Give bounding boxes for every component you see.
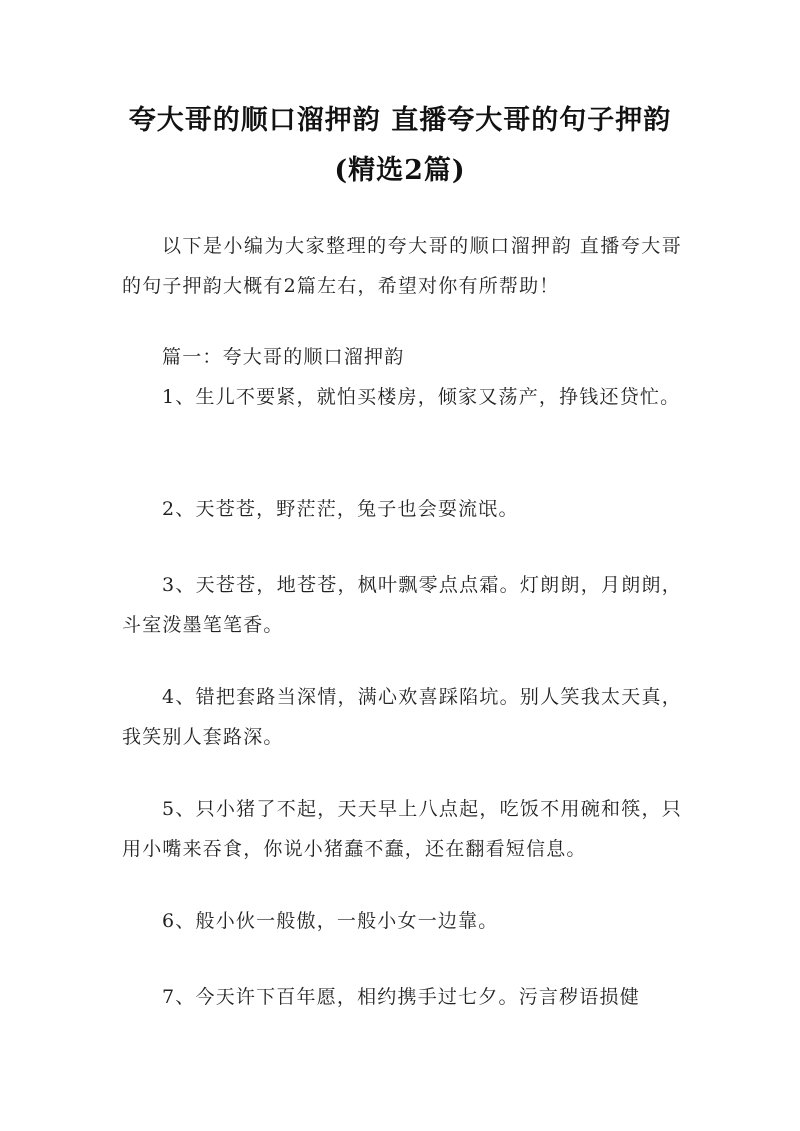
document-title: 夸大哥的顺口溜押韵 直播夸大哥的句子押韵(精选2篇) — [128, 105, 672, 186]
list-item: 4、错把套路当深情，满心欢喜踩陷坑。别人笑我太天真，我笑别人套路深。 — [122, 686, 682, 748]
list-item: 2、天苍苍，野茫茫，兔子也会耍流氓。 — [162, 498, 519, 520]
list-item: 6、般小伙一般傲，一般小女一边靠。 — [162, 910, 499, 932]
list-item: 3、天苍苍，地苍苍，枫叶飘零点点霜。灯朗朗，月朗朗，斗室泼墨笔笔香。 — [122, 574, 682, 636]
list-item: 5、只小猪了不起，天天早上八点起，吃饭不用碗和筷，只用小嘴来吞食，你说小猪蠢不蠢，还在翻看短信息。 — [122, 798, 682, 860]
intro-paragraph: 以下是小编为大家整理的夸大哥的顺口溜押韵 直播夸大哥的句子押韵大概有2篇左右，希望对你有所帮助！ — [122, 235, 682, 297]
list-item: 1、生儿不要紧，就怕买楼房，倾家又荡产，挣钱还贷忙。 — [162, 386, 681, 408]
section-heading: 篇一：夸大哥的顺口溜押韵 — [162, 346, 405, 368]
list-item: 7、今天许下百年愿，相约携手过七夕。污言秽语损健 — [162, 986, 640, 1008]
